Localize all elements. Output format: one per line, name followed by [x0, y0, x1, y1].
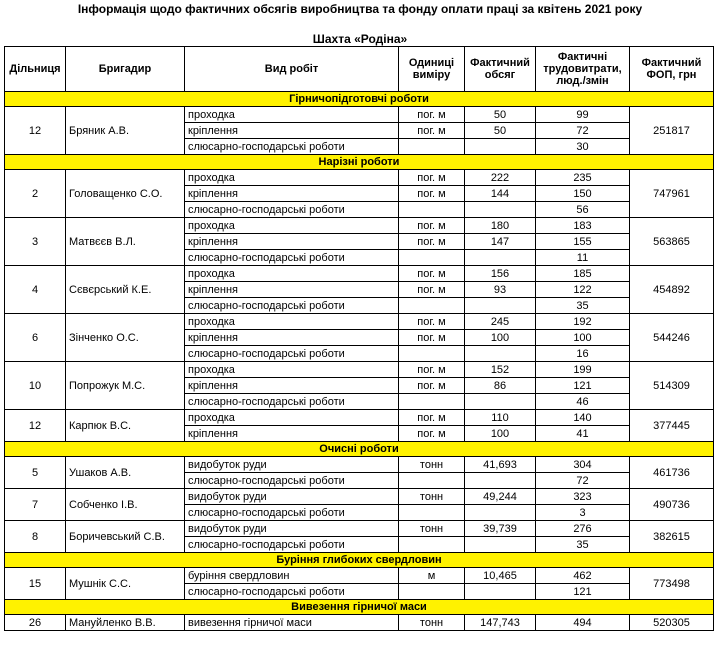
volume-cell — [465, 139, 536, 155]
work-type-cell: слюсарно-господарські роботи — [185, 584, 399, 600]
labor-cell: 150 — [536, 186, 630, 202]
table-row — [5, 615, 714, 631]
header-plot: Дільниця — [5, 47, 66, 92]
volume-cell: 10,465 — [465, 568, 536, 584]
work-type-cell: кріплення — [185, 378, 399, 394]
unit-cell: пог. м — [399, 123, 465, 139]
foreman-cell: Собченко І.В. — [66, 489, 185, 521]
volume-cell — [465, 505, 536, 521]
labor-cell: 462 — [536, 568, 630, 584]
labor-cell: 276 — [536, 521, 630, 537]
fop-cell: 377445 — [630, 410, 714, 442]
foreman-cell: Матвєєв В.Л. — [66, 218, 185, 266]
foreman-cell: Карпюк В.С. — [66, 410, 185, 442]
unit-cell — [399, 298, 465, 314]
fop-cell: 382615 — [630, 521, 714, 553]
work-type-cell: слюсарно-господарські роботи — [185, 250, 399, 266]
volume-cell — [465, 202, 536, 218]
plot-cell: 15 — [5, 568, 66, 600]
unit-cell: тонн — [399, 457, 465, 473]
fop-cell: 454892 — [630, 266, 714, 314]
section-title: Нарізні роботи — [5, 155, 714, 170]
labor-cell: 16 — [536, 346, 630, 362]
foreman-cell: Зінченко О.С. — [66, 314, 185, 362]
labor-cell: 121 — [536, 584, 630, 600]
volume-cell — [465, 473, 536, 489]
labor-cell: 235 — [536, 170, 630, 186]
volume-cell: 41,693 — [465, 457, 536, 473]
volume-cell: 180 — [465, 218, 536, 234]
labor-cell: 41 — [536, 426, 630, 442]
section-row — [5, 600, 714, 615]
section-title: Очисні роботи — [5, 442, 714, 457]
plot-cell: 12 — [5, 107, 66, 155]
unit-cell: пог. м — [399, 378, 465, 394]
labor-cell: 46 — [536, 394, 630, 410]
volume-cell: 110 — [465, 410, 536, 426]
work-type-cell: слюсарно-господарські роботи — [185, 394, 399, 410]
labor-cell: 56 — [536, 202, 630, 218]
foreman-cell: Сєвєрський К.Е. — [66, 266, 185, 314]
unit-cell — [399, 250, 465, 266]
plot-cell: 4 — [5, 266, 66, 314]
plot-cell: 3 — [5, 218, 66, 266]
work-type-cell: проходка — [185, 410, 399, 426]
table-row — [5, 521, 714, 537]
fop-cell: 563865 — [630, 218, 714, 266]
work-type-cell: проходка — [185, 314, 399, 330]
work-type-cell: видобуток руди — [185, 457, 399, 473]
volume-cell: 222 — [465, 170, 536, 186]
volume-cell: 147,743 — [465, 615, 536, 631]
work-type-cell: кріплення — [185, 186, 399, 202]
work-type-cell: кріплення — [185, 330, 399, 346]
page-title: Інформація щодо фактичних обсягів виробництва та фонду оплати праці за квітень 2021 року — [77, 2, 643, 16]
unit-cell — [399, 346, 465, 362]
work-type-cell: буріння свердловин — [185, 568, 399, 584]
labor-cell: 140 — [536, 410, 630, 426]
work-type-cell: кріплення — [185, 123, 399, 139]
foreman-cell: Мануйленко В.В. — [66, 615, 185, 631]
volume-cell: 152 — [465, 362, 536, 378]
table-row — [5, 362, 714, 378]
labor-cell: 323 — [536, 489, 630, 505]
work-type-cell: слюсарно-господарські роботи — [185, 346, 399, 362]
volume-cell: 93 — [465, 282, 536, 298]
labor-cell: 192 — [536, 314, 630, 330]
foreman-cell: Бряник А.В. — [66, 107, 185, 155]
unit-cell — [399, 537, 465, 553]
unit-cell — [399, 139, 465, 155]
plot-cell: 6 — [5, 314, 66, 362]
unit-cell: тонн — [399, 615, 465, 631]
plot-cell: 7 — [5, 489, 66, 521]
volume-cell: 39,739 — [465, 521, 536, 537]
table-row — [5, 410, 714, 426]
volume-cell — [465, 298, 536, 314]
labor-cell: 494 — [536, 615, 630, 631]
work-type-cell: кріплення — [185, 234, 399, 250]
foreman-cell: Ушаков А.В. — [66, 457, 185, 489]
unit-cell: тонн — [399, 489, 465, 505]
section-row — [5, 442, 714, 457]
volume-cell: 100 — [465, 426, 536, 442]
volume-cell — [465, 584, 536, 600]
labor-cell: 11 — [536, 250, 630, 266]
table-row — [5, 489, 714, 505]
table-row — [5, 170, 714, 186]
section-row — [5, 92, 714, 107]
header-row — [5, 47, 714, 92]
work-type-cell: слюсарно-господарські роботи — [185, 298, 399, 314]
header-fop: Фактичний ФОП, грн — [630, 47, 714, 92]
section-title: Вивезення гірничої маси — [5, 600, 714, 615]
section-row — [5, 155, 714, 170]
section-title: Буріння глибоких свердловин — [5, 553, 714, 568]
work-type-cell: кріплення — [185, 426, 399, 442]
unit-cell: пог. м — [399, 362, 465, 378]
section-row — [5, 553, 714, 568]
work-type-cell: слюсарно-господарські роботи — [185, 537, 399, 553]
foreman-cell: Головащенко С.О. — [66, 170, 185, 218]
unit-cell: пог. м — [399, 410, 465, 426]
production-table — [4, 46, 714, 631]
fop-cell: 490736 — [630, 489, 714, 521]
unit-cell: м — [399, 568, 465, 584]
labor-cell: 155 — [536, 234, 630, 250]
fop-cell: 251817 — [630, 107, 714, 155]
volume-cell — [465, 346, 536, 362]
unit-cell: пог. м — [399, 314, 465, 330]
fop-cell: 773498 — [630, 568, 714, 600]
table-row — [5, 107, 714, 123]
labor-cell: 72 — [536, 123, 630, 139]
fop-cell: 461736 — [630, 457, 714, 489]
labor-cell: 185 — [536, 266, 630, 282]
fop-cell: 520305 — [630, 615, 714, 631]
foreman-cell: Мушнік С.С. — [66, 568, 185, 600]
plot-cell: 26 — [5, 615, 66, 631]
volume-cell: 50 — [465, 123, 536, 139]
unit-cell — [399, 394, 465, 410]
labor-cell: 99 — [536, 107, 630, 123]
section-title: Гірничопідготовчі роботи — [5, 92, 714, 107]
header-work-type: Вид робіт — [185, 47, 399, 92]
work-type-cell: проходка — [185, 107, 399, 123]
unit-cell: пог. м — [399, 170, 465, 186]
unit-cell — [399, 473, 465, 489]
work-type-cell: проходка — [185, 218, 399, 234]
unit-cell: пог. м — [399, 234, 465, 250]
table-row — [5, 266, 714, 282]
work-type-cell: проходка — [185, 266, 399, 282]
unit-cell — [399, 202, 465, 218]
volume-cell: 100 — [465, 330, 536, 346]
table-body — [5, 92, 714, 631]
plot-cell: 8 — [5, 521, 66, 553]
volume-cell: 50 — [465, 107, 536, 123]
unit-cell: пог. м — [399, 266, 465, 282]
table-row — [5, 568, 714, 584]
work-type-cell: кріплення — [185, 282, 399, 298]
unit-cell: пог. м — [399, 330, 465, 346]
work-type-cell: слюсарно-господарські роботи — [185, 473, 399, 489]
work-type-cell: вивезення гірничої маси — [185, 615, 399, 631]
labor-cell: 304 — [536, 457, 630, 473]
volume-cell: 49,244 — [465, 489, 536, 505]
plot-cell: 5 — [5, 457, 66, 489]
labor-cell: 121 — [536, 378, 630, 394]
unit-cell — [399, 584, 465, 600]
foreman-cell: Попрожук М.С. — [66, 362, 185, 410]
unit-cell: тонн — [399, 521, 465, 537]
plot-cell: 10 — [5, 362, 66, 410]
volume-cell: 86 — [465, 378, 536, 394]
labor-cell: 183 — [536, 218, 630, 234]
unit-cell: пог. м — [399, 218, 465, 234]
work-type-cell: слюсарно-господарські роботи — [185, 139, 399, 155]
labor-cell: 35 — [536, 537, 630, 553]
table-row — [5, 457, 714, 473]
volume-cell: 156 — [465, 266, 536, 282]
table-row — [5, 314, 714, 330]
header-volume: Фактичний обсяг — [465, 47, 536, 92]
labor-cell: 100 — [536, 330, 630, 346]
plot-cell: 2 — [5, 170, 66, 218]
volume-cell: 245 — [465, 314, 536, 330]
mine-name: Шахта «Родіна» — [312, 32, 408, 46]
work-type-cell: видобуток руди — [185, 489, 399, 505]
foreman-cell: Боричевський С.В. — [66, 521, 185, 553]
volume-cell — [465, 537, 536, 553]
unit-cell — [399, 505, 465, 521]
unit-cell: пог. м — [399, 186, 465, 202]
labor-cell: 122 — [536, 282, 630, 298]
fop-cell: 514309 — [630, 362, 714, 410]
unit-cell: пог. м — [399, 426, 465, 442]
work-type-cell: слюсарно-господарські роботи — [185, 202, 399, 218]
work-type-cell: слюсарно-господарські роботи — [185, 505, 399, 521]
labor-cell: 72 — [536, 473, 630, 489]
table-row — [5, 218, 714, 234]
unit-cell: пог. м — [399, 107, 465, 123]
work-type-cell: видобуток руди — [185, 521, 399, 537]
labor-cell: 199 — [536, 362, 630, 378]
volume-cell — [465, 394, 536, 410]
labor-cell: 35 — [536, 298, 630, 314]
header-unit: Одиниці виміру — [399, 47, 465, 92]
volume-cell: 144 — [465, 186, 536, 202]
fop-cell: 747961 — [630, 170, 714, 218]
fop-cell: 544246 — [630, 314, 714, 362]
header-foreman: Бригадир — [66, 47, 185, 92]
work-type-cell: проходка — [185, 170, 399, 186]
header-labor: Фактичні трудовитрати, люд./змін — [536, 47, 630, 92]
labor-cell: 3 — [536, 505, 630, 521]
labor-cell: 30 — [536, 139, 630, 155]
work-type-cell: проходка — [185, 362, 399, 378]
plot-cell: 12 — [5, 410, 66, 442]
volume-cell — [465, 250, 536, 266]
unit-cell: пог. м — [399, 282, 465, 298]
volume-cell: 147 — [465, 234, 536, 250]
